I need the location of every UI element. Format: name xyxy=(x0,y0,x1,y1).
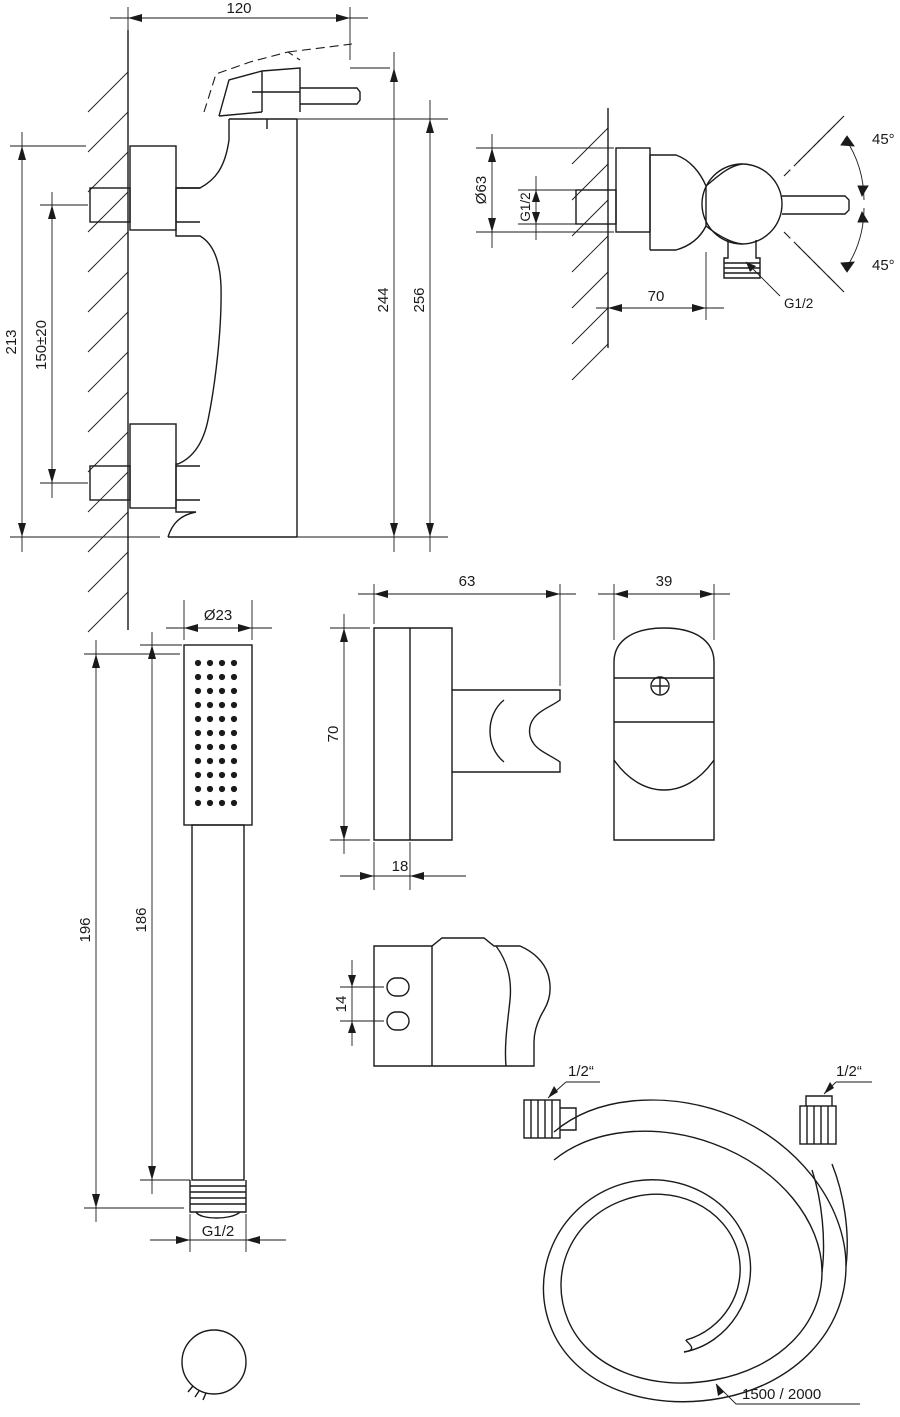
dimension-256 xyxy=(411,100,434,552)
dimension-70-depth xyxy=(596,250,724,320)
shower-end-cap-view xyxy=(182,1330,246,1400)
dimension-14 xyxy=(333,960,384,1046)
leader-connector-right xyxy=(824,1063,872,1094)
holder-side-outline xyxy=(374,628,560,840)
hose-connector-right xyxy=(800,1096,836,1144)
holder-bottom-view xyxy=(333,938,550,1066)
hand-shower-view xyxy=(77,600,286,1400)
dimension-14-label: 14 xyxy=(333,995,350,1013)
holder-front-view xyxy=(598,573,730,840)
front-mixer-view xyxy=(3,0,448,632)
hose-length-label: 1500 / 2000 xyxy=(742,1386,822,1403)
side-wall-connector xyxy=(576,148,650,232)
dimension-186-label: 186 xyxy=(133,907,150,933)
hose-coil-outline xyxy=(543,1100,846,1402)
dimension-g12-inlet-label: G1/2 xyxy=(518,192,533,222)
dimension-g12-hand-shower-label: G1/2 xyxy=(201,1223,235,1240)
dimension-18-label: 18 xyxy=(391,858,409,875)
leader-connector-left xyxy=(548,1063,600,1098)
dimension-213 xyxy=(3,132,160,552)
dimension-70-depth-label: 70 xyxy=(647,288,665,305)
wall-hatching xyxy=(88,72,128,632)
dimension-196-label: 196 xyxy=(77,917,94,943)
dimension-244 xyxy=(375,52,398,552)
dimension-150-label: 150±20 xyxy=(33,320,50,370)
holder-front-outline xyxy=(614,628,714,840)
hose-view xyxy=(524,1063,872,1404)
dimension-g12-inlet xyxy=(518,176,580,240)
dimension-120-label: 120 xyxy=(226,0,252,17)
hose-connector-left-label: 1/2“ xyxy=(568,1063,594,1080)
angle-lower-label: 45° xyxy=(872,257,895,274)
side-wall-hatching xyxy=(572,128,608,380)
dimension-diam-63-label: Ø63 xyxy=(473,175,490,205)
dimension-63 xyxy=(358,573,576,686)
lower-wall-connector xyxy=(90,424,200,508)
diverter-lever xyxy=(219,68,360,116)
screw-icon xyxy=(651,677,669,695)
leader-g12-outlet xyxy=(746,262,813,311)
dimension-70-holder xyxy=(325,614,370,854)
side-handle-alt-positions xyxy=(784,114,846,294)
hose-connector-left xyxy=(524,1100,576,1138)
dimension-256-label: 256 xyxy=(411,287,428,313)
dimension-63-label: 63 xyxy=(458,573,476,590)
side-outlet-thread xyxy=(724,240,760,278)
dimension-diam-23 xyxy=(166,600,272,640)
leader-g12-outlet-label: G1/2 xyxy=(784,296,814,311)
dimension-70-holder-label: 70 xyxy=(325,725,342,743)
holder-side-view xyxy=(325,573,576,890)
holder-bottom-outline xyxy=(374,938,550,1066)
dimension-g12-hand-shower xyxy=(150,1214,286,1252)
dimension-196 xyxy=(77,640,184,1222)
angle-arcs xyxy=(841,136,868,272)
side-body-outline xyxy=(650,155,849,250)
dimension-39 xyxy=(598,573,730,640)
upper-wall-connector xyxy=(90,146,200,230)
side-mixer-view xyxy=(473,108,895,380)
dimension-diam-23-label: Ø23 xyxy=(203,607,233,624)
hand-shower-outline xyxy=(184,645,252,1218)
diverter-lever-alt-position xyxy=(204,44,352,112)
dimension-244-label: 244 xyxy=(375,287,392,313)
hose-connector-right-label: 1/2“ xyxy=(836,1063,862,1080)
dimension-39-label: 39 xyxy=(655,573,673,590)
hose-right-tail xyxy=(812,1164,847,1272)
dimension-diam-63 xyxy=(473,134,614,248)
mounting-slots xyxy=(387,978,409,1030)
mixer-body-outline xyxy=(168,119,297,537)
dimension-186 xyxy=(133,632,190,1194)
angle-upper-label: 45° xyxy=(872,131,895,148)
dimension-120 xyxy=(110,0,368,130)
dimension-18 xyxy=(340,842,466,890)
dimension-150 xyxy=(33,192,88,498)
spray-nozzles xyxy=(195,660,237,806)
dimension-213-label: 213 xyxy=(3,329,20,355)
